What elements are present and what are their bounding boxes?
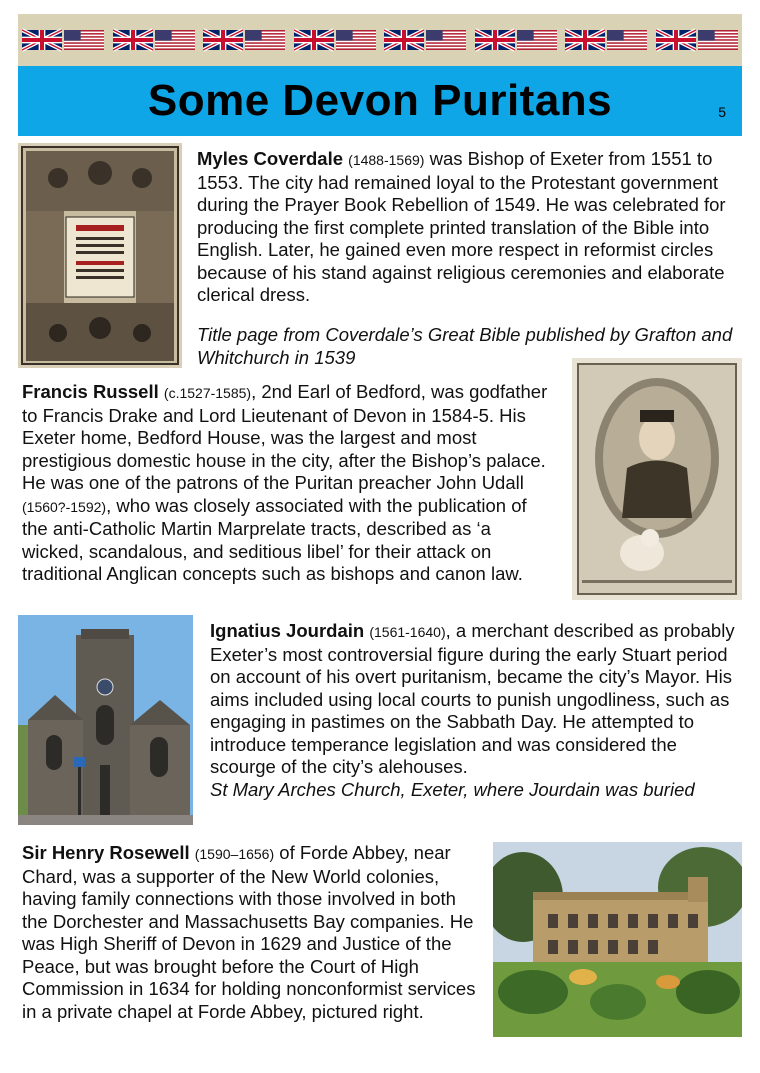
flag-pair bbox=[294, 25, 376, 55]
union-jack-flag-icon bbox=[294, 25, 334, 55]
jourdain-dates: (1561-1640) bbox=[369, 624, 446, 640]
jourdain-paragraph bbox=[210, 620, 740, 801]
title-bar bbox=[18, 66, 742, 136]
us-flag-icon bbox=[245, 25, 285, 55]
union-jack-flag-icon bbox=[656, 25, 696, 55]
russell-dates: (c.1527-1585) bbox=[163, 385, 252, 401]
flag-pair bbox=[475, 25, 557, 55]
flag-banner bbox=[18, 14, 742, 66]
coverdale-paragraph bbox=[197, 148, 745, 307]
union-jack-flag-icon bbox=[113, 25, 153, 55]
rosewell-name: Sir Henry Rosewell bbox=[22, 842, 190, 863]
russell-text-b: , who was closely associated with the publication of the anti-Catholic Martin Marprelate tracts, described as ‘a wicked, scandalous, and seditious libel’ for their attack on traditional Anglican concepts such as bishops and canon law. bbox=[22, 494, 527, 584]
bible-title-page-image bbox=[18, 143, 182, 368]
flag-pair bbox=[384, 25, 466, 55]
us-flag-icon bbox=[517, 25, 557, 55]
rosewell-paragraph bbox=[22, 842, 484, 1023]
flag-pair bbox=[565, 25, 647, 55]
russell-text-a: , 2nd Earl of Bedford, was godfather to Francis Drake and Lord Lieutenant of Devon in 1584-5. His Exeter home, Bedford House, was the largest and most prestigious domestic house in the city, after the Bishop’s palace. He was one of the patrons of the Puritan preacher John Udall bbox=[22, 381, 548, 493]
bible-caption: Title page from Coverdale’s Great Bible published by Grafton and Whitchurch in 1539 bbox=[197, 324, 733, 368]
union-jack-flag-icon bbox=[565, 25, 605, 55]
church-caption: St Mary Arches Church, Exeter, where Jourdain was buried bbox=[210, 778, 695, 800]
coverdale-dates: (1488-1569) bbox=[348, 152, 425, 168]
coverdale-name: Myles Coverdale bbox=[197, 148, 344, 169]
us-flag-icon bbox=[426, 25, 466, 55]
us-flag-icon bbox=[64, 25, 104, 55]
jourdain-text: , a merchant described as probably Exeter’s most controversial figure during the early Stuart period on account of his overt puritanism, became the city’s Mayor. His aims included using local courts to punish ungodliness, such as engaging in pastimes on the Sabbath Day. He attempted to introduce temperance legislation and was considered the scourge of the city’s alehouses. bbox=[210, 620, 735, 777]
flag-pair bbox=[203, 25, 285, 55]
udall-dates: (1560?-1592) bbox=[22, 498, 107, 515]
forde-abbey-image bbox=[493, 842, 742, 1037]
rosewell-text: of Forde Abbey, near Chard, was a supporter of the New World colonies, having family connections with those involved in both the Dorchester and Massachusetts Bay companies. He was High Sheriff of Devon in 1629 and Justice of the Peace, but was brought before the Court of High Commission in 1634 for holding nonconformist services in a private chapel at Forde Abbey, pictured right. bbox=[22, 842, 476, 1022]
page-number: 5 bbox=[718, 104, 726, 120]
us-flag-icon bbox=[698, 25, 738, 55]
flag-pair bbox=[22, 25, 104, 55]
coverdale-text: was Bishop of Exeter from 1551 to 1553. The city had remained loyal to the Protestant government during the Prayer Book Rebellion of 1549. He was celebrated for producing the first complete printed translation of the Bible into English. Later, he gained even more respect in reformist circles because of his stand against religious ceremonies and elaborate clerical dress. bbox=[197, 148, 726, 305]
jourdain-name: Ignatius Jourdain bbox=[210, 620, 365, 641]
page-title: Some Devon Puritans bbox=[147, 76, 613, 125]
rosewell-dates: (1590–1656) bbox=[194, 846, 275, 862]
russell-name: Francis Russell bbox=[22, 381, 159, 402]
st-mary-arches-church-image bbox=[18, 615, 193, 825]
flag-pair bbox=[113, 25, 195, 55]
union-jack-flag-icon bbox=[384, 25, 424, 55]
francis-russell-portrait-image bbox=[572, 358, 742, 600]
union-jack-flag-icon bbox=[22, 25, 62, 55]
us-flag-icon bbox=[155, 25, 195, 55]
union-jack-flag-icon bbox=[475, 25, 515, 55]
union-jack-flag-icon bbox=[203, 25, 243, 55]
flag-pair bbox=[656, 25, 738, 55]
us-flag-icon bbox=[607, 25, 647, 55]
us-flag-icon bbox=[336, 25, 376, 55]
russell-paragraph bbox=[22, 381, 557, 586]
